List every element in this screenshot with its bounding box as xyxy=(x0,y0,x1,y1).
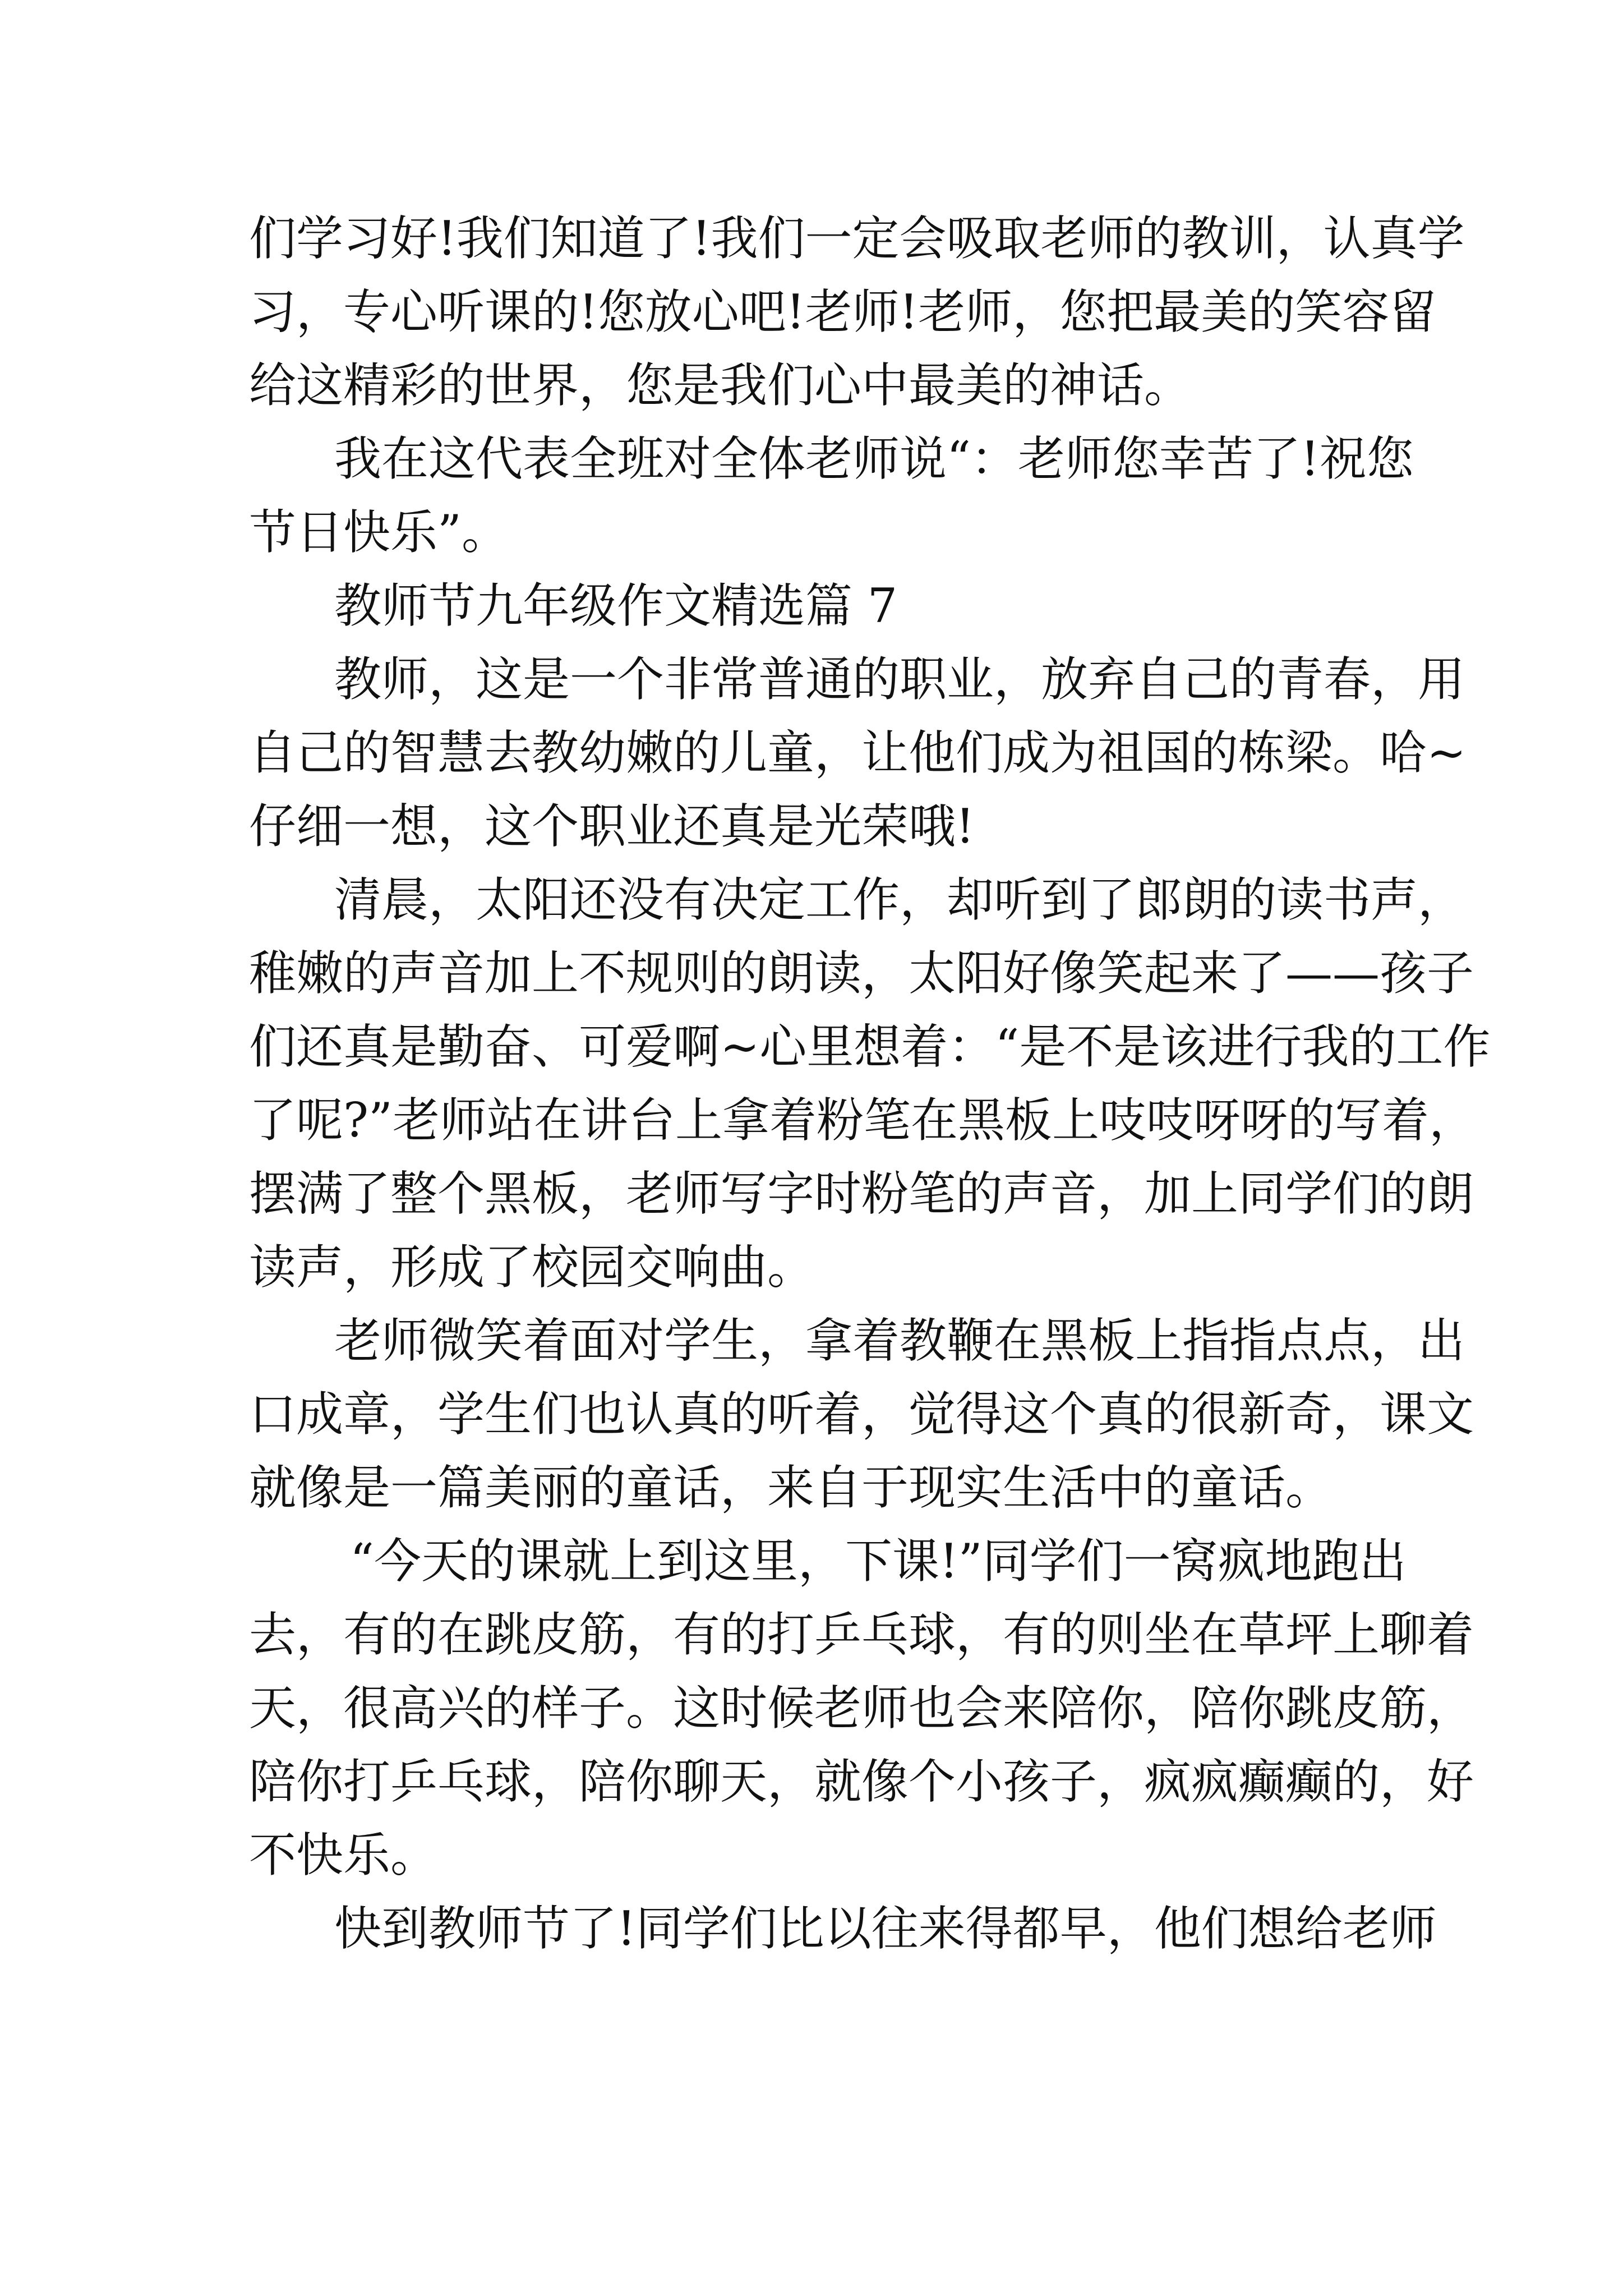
essay-body xyxy=(249,202,1491,1966)
paragraph-first-line: 老师微笑着面对学生，拿着教鞭在黑板上指指点点，出 xyxy=(334,1313,1465,1368)
paragraph-first-line: 快到教师节了!同学们比以往来得都早，他们想给老师 xyxy=(334,1901,1437,1956)
section-heading: 教师节九年级作文精选篇 7 xyxy=(334,578,898,633)
text-line: 口成章，学生们也认真的听着，觉得这个真的很新奇，课文 xyxy=(249,1387,1474,1442)
text-line: 天，很高兴的样子。这时候老师也会来陪你，陪你跳皮筋， xyxy=(249,1681,1474,1736)
text-line: 去，有的在跳皮筋，有的打乒乓球，有的则坐在草坪上聊着 xyxy=(249,1607,1474,1662)
text-line: 陪你打乒乓球，陪你聊天，就像个小孩子，疯疯癫癫的，好 xyxy=(249,1754,1474,1809)
text-line: 们还真是勤奋、可爱啊~心里想着：“是不是该进行我的工作 xyxy=(249,1019,1491,1074)
text-line: 稚嫩的声音加上不规则的朗读，太阳好像笑起来了——孩子 xyxy=(249,946,1474,1001)
text-line: 读声，形成了校园交响曲。 xyxy=(249,1240,815,1295)
paragraph-first-line: “今天的课就上到这里，下课!”同学们一窝疯地跑出 xyxy=(350,1534,1407,1589)
text-line: 们学习好!我们知道了!我们一定会吸取老师的教训，认真学 xyxy=(249,211,1465,266)
paragraph-first-line: 我在这代表全班对全体老师说“：老师您幸苦了!祝您 xyxy=(334,431,1414,486)
text-line: 自己的智慧去教幼嫩的儿童，让他们成为祖国的栋梁。哈~ xyxy=(249,725,1467,780)
text-line: 了呢?”老师站在讲台上拿着粉笔在黑板上吱吱呀呀的写着， xyxy=(249,1093,1476,1148)
paragraph-first-line: 清晨，太阳还没有决定工作，却听到了郎朗的读书声， xyxy=(334,872,1465,927)
text-line: 仔细一想，这个职业还真是光荣哦! xyxy=(249,799,975,854)
paragraph-first-line: 教师，这是一个非常普通的职业，放弃自己的青春，用 xyxy=(334,652,1465,707)
text-line: 不快乐。 xyxy=(249,1828,438,1883)
text-line: 节日快乐”。 xyxy=(249,505,509,560)
text-line: 就像是一篇美丽的童话，来自于现实生活中的童话。 xyxy=(249,1460,1333,1515)
text-line: 摆满了整个黑板，老师写字时粉笔的声音，加上同学们的朗 xyxy=(249,1166,1474,1221)
text-line: 习，专心听课的!您放心吧!老师!老师，您把最美的笑容留 xyxy=(249,284,1437,339)
text-line: 给这精彩的世界，您是我们心中最美的神话。 xyxy=(249,358,1192,413)
